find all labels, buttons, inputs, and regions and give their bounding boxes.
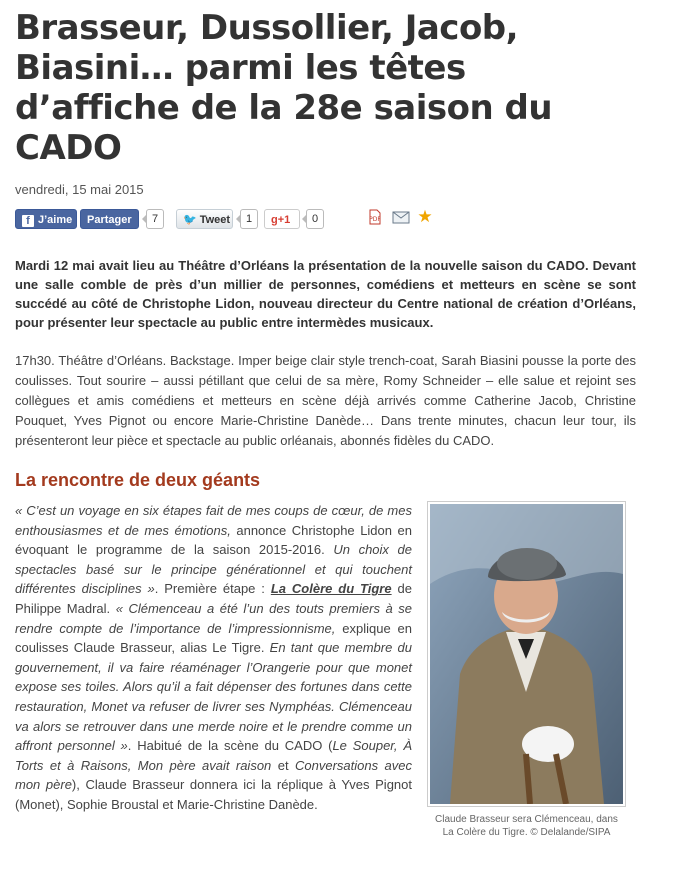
body-text: . Première étape : (154, 581, 271, 597)
twitter-bird-icon: 🐦 (183, 214, 197, 226)
article-lead: Mardi 12 mai avait lieu au Théâtre d’Orléans la présentation de la nouvelle saison du CADO. Devant une salle comble de près d’un millier de personnes, comédiens et metteurs en scène se sont succédé au côté de Christophe Lidon, nouveau directeur du Centre national de création d’Orléans, pour présenter leur spectacle au public entre intermèdes musicaux. (15, 258, 636, 330)
social-bar (15, 209, 636, 231)
facebook-share-label: Partager (87, 214, 132, 226)
article-date: vendredi, 15 mai 2015 (15, 182, 144, 197)
facebook-share-count: 7 (146, 209, 164, 229)
photo-caption: Claude Brasseur sera Clémenceau, dans La Colère du Tigre. © Delalande/SIPA (435, 814, 618, 838)
tweet-label: Tweet (199, 214, 231, 226)
photo-figure (427, 501, 626, 839)
quote-text: Conversations avec mon père (15, 757, 412, 793)
facebook-like-label: J’aime (38, 214, 73, 226)
email-icon[interactable] (392, 209, 408, 225)
body-text: de Philippe Madral. (15, 581, 412, 616)
article-paragraph: 17h30. Théâtre d’Orléans. Backstage. Imper beige clair style trench-coat, Sarah Biasini pousse la porte des coulisses. Tout sourire – aussi pétillant que celui de sa mère, Romy Schneider – elle salue et rejoint ses collègues et amis comédiens et metteurs en scène déjà arrivés comme Catherine Jacob, Christine Pouquet, Yves Pignot ou encore Marie-Christine Danède… Dans trente minutes, chacun leur tour, ils présenteront leur pièce et spectacle au public orléanais, abonnés fidèles du CADO. (15, 353, 636, 448)
body-text: explique en coulisses Claude Brasseur, alias Le Tigre. (15, 620, 412, 656)
quote-text: « Clémenceau a été l’un des touts premiers à se rendre compte de l’importance de l’impressionnisme, (15, 600, 413, 636)
facebook-like-button[interactable] (15, 209, 77, 229)
section-heading: La rencontre de deux géants (15, 470, 261, 490)
google-plus-button[interactable] (264, 209, 300, 229)
google-plus-label: +1 (277, 214, 291, 226)
quote-text: En tant que membre du gouvernement, il va faire réaménager l’Orangerie pour que monet expose ses toiles. Alors qu’il a fait dépenser des fortunes dans cette restauration, Monet va refuser de livrer ses Nymphéas. Clémenceau va alors se retrouver dans une merde noire et le prendre comme un affront personnel » (15, 640, 412, 754)
body-text: ), Claude Brasseur donnera ici la réplique à Yves Pignot (Monet), Sophie Broustal et Marie-Christine Danède. (15, 777, 412, 812)
body-text: et (271, 757, 295, 773)
tweet-count: 1 (240, 209, 258, 229)
star-icon[interactable]: ★ (417, 207, 433, 226)
quote-text: Le Souper, À Torts et à Raisons, Mon père avait raison (15, 738, 413, 773)
pdf-icon[interactable] (367, 209, 383, 225)
article-title: Brasseur, Dussollier, Jacob, Biasini… parmi les têtes d’affiche de la 28e saison du CADO (15, 8, 553, 168)
article-body (15, 501, 412, 815)
body-text: . Habitué de la scène du CADO ( (127, 738, 333, 754)
body-text: annonce Christophe Lidon en évoquant le programme de la saison 2015-2016. (15, 522, 413, 558)
facebook-icon: f (22, 215, 34, 227)
svg-text:PDF: PDF (369, 216, 381, 223)
google-plus-count: 0 (306, 209, 324, 229)
quote-text: Un choix de spectacles basé sur le principe générationnel et qui touchent différentes disciplines » (15, 542, 413, 597)
quote-text: « C’est un voyage en six étapes fait de mes coups de cœur, de mes enthousiasmes et de mes émotions, (15, 503, 412, 538)
facebook-share-button[interactable] (80, 209, 139, 229)
tweet-button[interactable] (176, 209, 233, 229)
photo-claude-brasseur (427, 501, 626, 807)
google-plus-icon: g (271, 214, 278, 226)
article (15, 0, 636, 838)
link-la-colere-du-tigre[interactable]: La Colère du Tigre (270, 581, 392, 597)
